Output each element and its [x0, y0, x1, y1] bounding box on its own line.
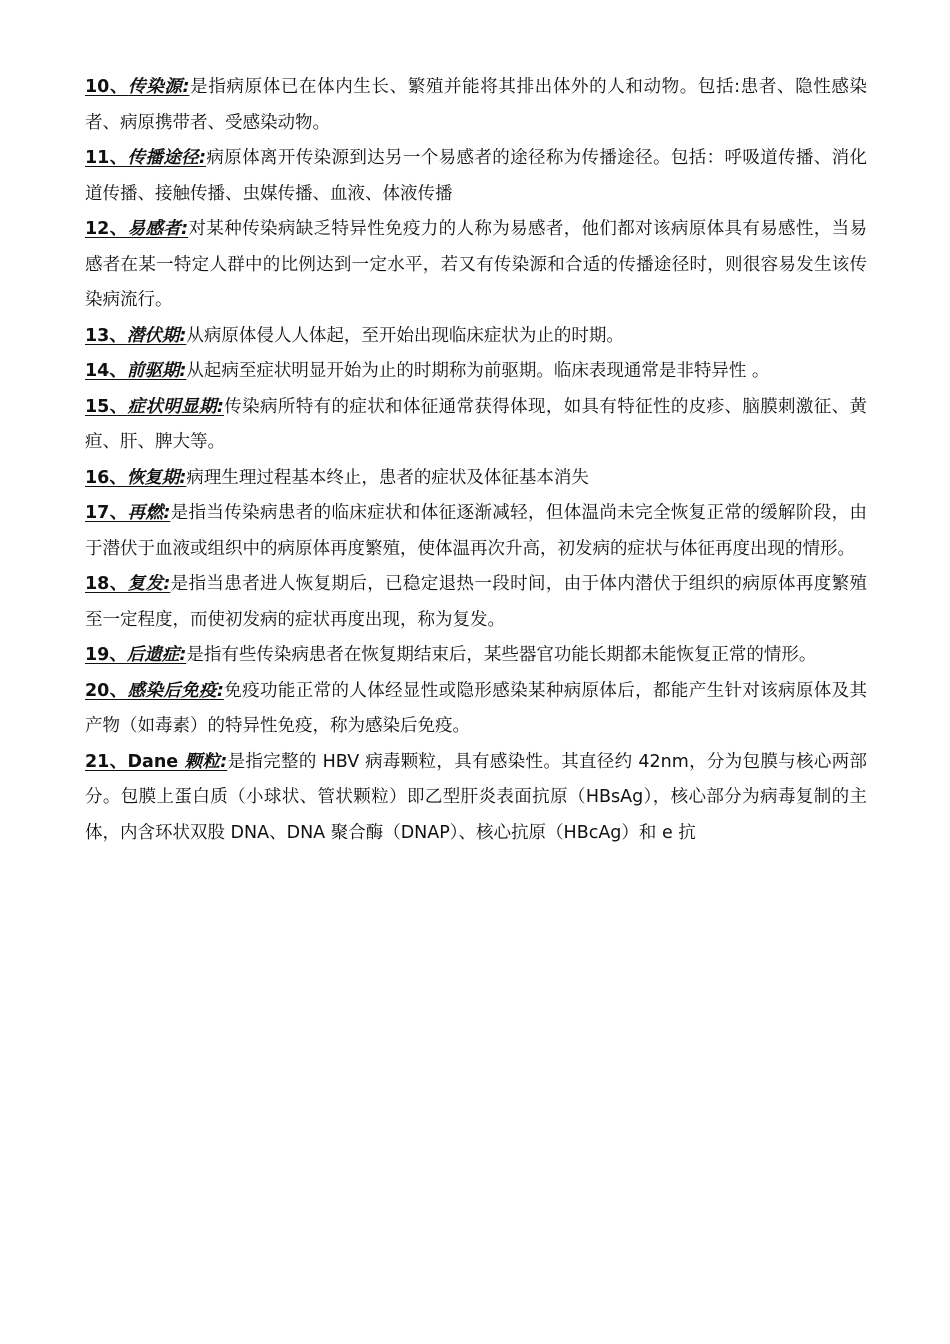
definition-entry-18 — [85, 567, 867, 638]
definition-entry-13 — [85, 319, 867, 355]
entry-heading — [85, 219, 188, 239]
entry-text: 免疫功能正常的人体经显性或隐形感染某种病原体后，都能产生针对该病原体及其产物（如毒素）的特异性免疫，称为感染后免疫。 — [85, 680, 868, 736]
entry-term: 症状明显期: — [127, 396, 224, 417]
entry-heading — [85, 77, 190, 97]
entry-heading — [85, 574, 170, 594]
document-page — [85, 70, 867, 851]
entry-term: 传染源: — [128, 77, 190, 97]
entry-term: 复发: — [127, 574, 171, 594]
entry-number: 13、 — [85, 325, 127, 346]
entry-heading — [85, 681, 224, 701]
entry-term: 潜伏期: — [126, 325, 187, 346]
entry-term: 恢复期: — [126, 467, 187, 488]
entry-text: 是指病原体已在体内生长、繁殖并能将其排出体外的人和动物。包括:患者、隐性感染者、病原携带者、受感染动物。 — [85, 77, 867, 133]
entry-term: 易感者: — [127, 219, 189, 239]
entry-text: 从病原体侵人人体起，至开始出现临床症状为止的时期。 — [186, 325, 624, 346]
definition-entry-20 — [85, 674, 867, 745]
entry-term: 颗粒: — [184, 751, 228, 772]
entry-heading — [85, 397, 224, 417]
definition-entry-17 — [85, 496, 867, 567]
entry-heading — [85, 148, 206, 168]
entry-heading — [85, 468, 186, 488]
entry-text: 是指完整的 HBV 病毒颗粒，具有感染性。其直径约 42nm，分为包膜与核心两部分。包膜上蛋白质（小球状、管状颗粒）即乙型肝炎表面抗原（HBsAg），核心部分为病毒复制的主体，内含环状双股 DNA、DNA 聚合酶（DNAP）、核心抗原（HBcAg）和 e 抗 — [85, 751, 868, 843]
definition-entry-10 — [85, 70, 867, 141]
entry-heading — [85, 326, 186, 346]
entry-text: 传染病所特有的症状和体征通常获得体现，如具有特征性的皮疹、脑膜刺激征、黄疸、肝、脾大等。 — [85, 396, 868, 452]
entry-text: 从起病至症状明显开始为止的时期称为前驱期。临床表现通常是非特异性 。 — [186, 361, 770, 381]
entry-number: 16、 — [85, 467, 127, 488]
definition-entry-15 — [85, 390, 867, 461]
entry-text: 对某种传染病缺乏特异性免疫力的人称为易感者，他们都对该病原体具有易感性，当易感者在某一特定人群中的比例达到一定水平，若又有传染源和合适的传播途径时，则很容易发生该传染病流行。 — [85, 219, 868, 310]
entry-number: 12、 — [85, 219, 128, 239]
entry-heading — [85, 645, 186, 665]
definition-entry-19 — [85, 638, 867, 674]
definition-entry-11 — [85, 141, 867, 212]
definition-entry-16 — [85, 461, 867, 497]
entry-heading — [85, 752, 227, 772]
entry-term: 感染后免疫: — [127, 680, 224, 701]
entry-number: 17、 — [85, 503, 128, 523]
entry-number: 19、 — [85, 645, 127, 665]
entry-number: 10、 — [85, 77, 129, 97]
entry-text: 病原体离开传染源到达另一个易感者的途径称为传播途径。包括：呼吸道传播、消化道传播、接触传播、虫媒传播、血液、体液传播 — [85, 148, 868, 204]
definition-entry-21 — [85, 745, 867, 852]
entry-text: 是指当患者进人恢复期后，已稳定退热一段时间，由于体内潜伏于组织的病原体再度繁殖至一定程度，而使初发病的症状再度出现，称为复发。 — [85, 574, 868, 630]
entry-text: 是指有些传染病患者在恢复期结束后，某些器官功能长期都未能恢复正常的情形。 — [186, 645, 817, 665]
entry-number: 14、 — [85, 361, 127, 381]
definition-entry-14 — [85, 354, 867, 390]
entry-number: 21、Dane — [85, 751, 185, 772]
entry-term: 再燃: — [127, 503, 171, 523]
entry-number: 15、 — [85, 396, 128, 417]
entry-heading — [85, 361, 186, 381]
entry-term: 前驱期: — [126, 361, 187, 381]
entry-number: 18、 — [85, 574, 128, 594]
entry-term: 后遗症: — [126, 645, 187, 665]
entry-text: 是指当传染病患者的临床症状和体征逐渐减轻，但体温尚未完全恢复正常的缓解阶段，由于潜伏于血液或组织中的病原体再度繁殖，使体温再次升高，初发病的症状与体征再度出现的情形。 — [85, 503, 868, 559]
definition-entry-12 — [85, 212, 867, 319]
entry-term: 传播途径: — [127, 148, 207, 168]
entry-number: 20、 — [85, 680, 128, 701]
entry-text: 病理生理过程基本终止，患者的症状及体征基本消失 — [186, 467, 589, 488]
entry-number: 11、 — [85, 148, 128, 168]
entry-heading — [85, 503, 170, 523]
